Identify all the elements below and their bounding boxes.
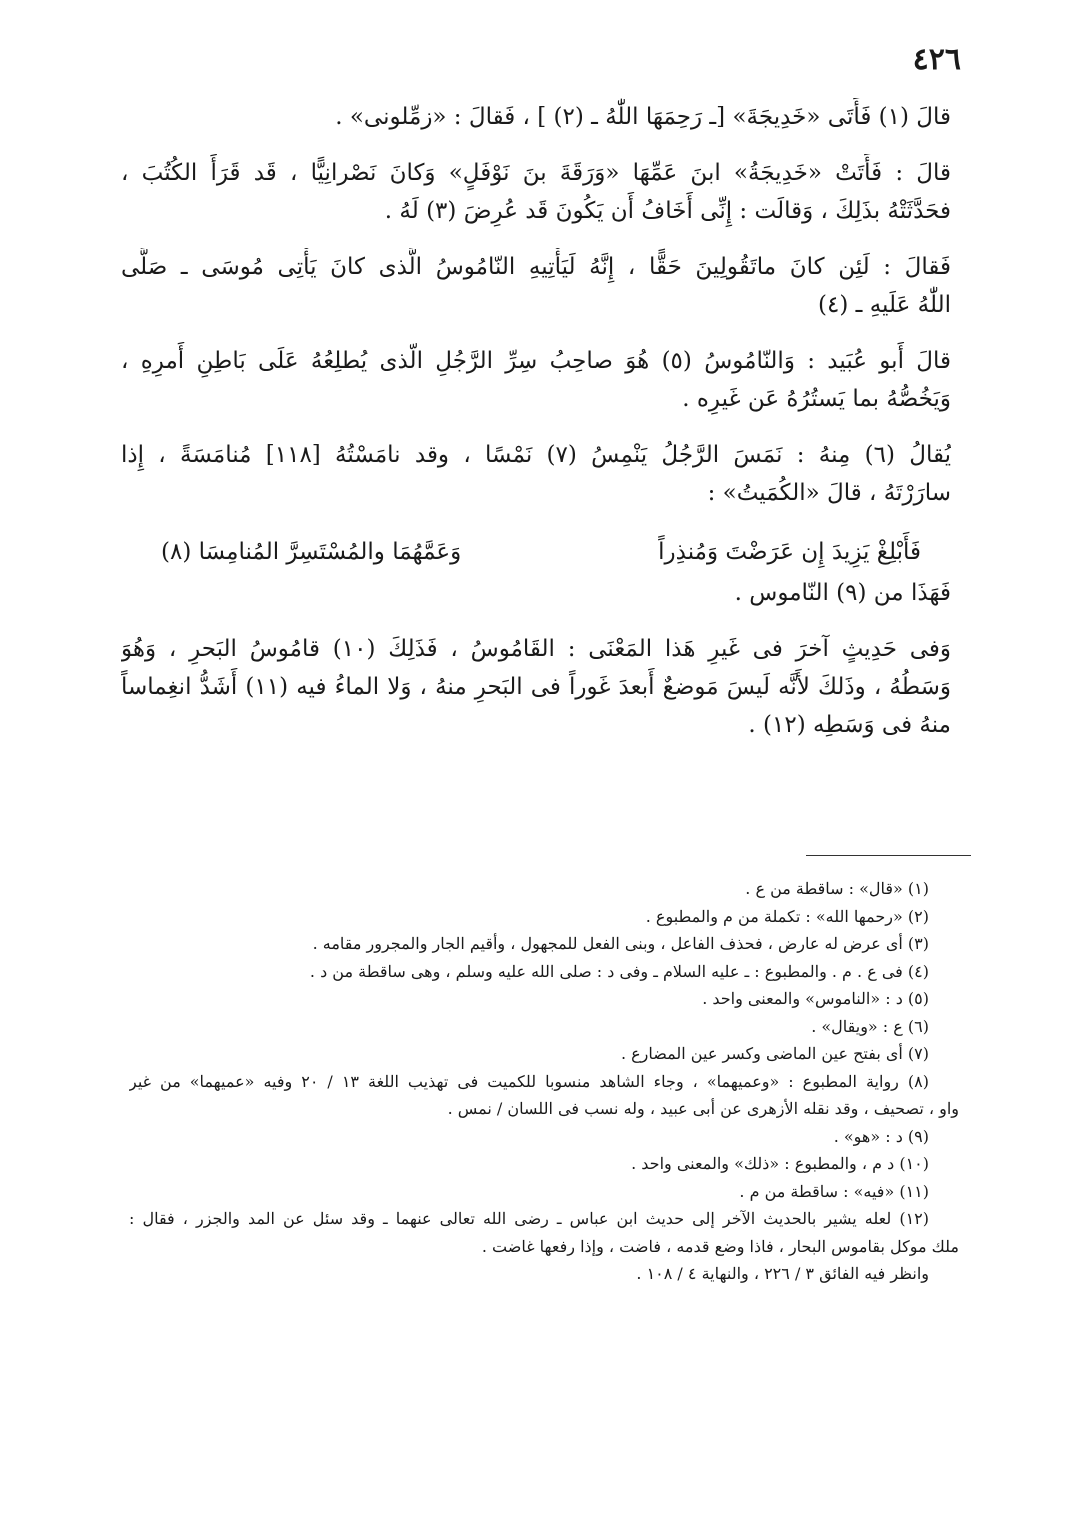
footnote-continuation: وانظر فيه الفائق ٣ / ٢٢٦ ، والنهاية ٤ / ١٠٨ . [636, 1264, 929, 1283]
footnote: (٤) فى ع . م . والمطبوع : ـ عليه السلام ـ وفى د : صلى الله عليه وسلم ، وهى ساقطة من د . [309, 961, 929, 981]
footnote: (١) «قال» : ساقطة من ع . [745, 879, 929, 898]
footnote: (٣) أى عرض له عارض ، فحذف الفاعل ، وبنى الفعل للمجهول ، وأقيم الجار والمجرور مقامه . [312, 934, 929, 953]
text-line: قالَ : فَأَتَتْ «خَدِيجَةُ» ابنَ عَمِّهَا «وَرَقَةَ بنَ نَوْفَلٍ» وَكانَ نَصْرانِيًّا ، قَد قَرَأَ الكُتُبَ ، [121, 160, 951, 186]
footnote: (٩) د : «هو» . [833, 1126, 929, 1146]
main-text [121, 98, 951, 744]
footnote: (١٠) د م ، والمطبوع : «ذلك» والمعنى واحد . [631, 1154, 929, 1173]
poetry-verse [121, 530, 951, 574]
verse-second-hemistich: وَعَمَّهُمَا والمُسْتَسِرَّ المُنامِسَا (٨) [161, 539, 462, 565]
footnote: (٢) «رحمها الله» : تكملة من م والمطبوع . [645, 906, 929, 926]
footnote: (٨) رواية المطبوع : «وعميهما» ، وجاء الشاهد منسوبا للكميت فى تهذيب اللغة ١٣ / ٢٠ وفيه «عميهما» من غير [129, 1071, 929, 1091]
verse-first-hemistich: فَأَبْلِغْ يَزِيدَ إِن عَرَضْتَ وَمُنذِراً [658, 539, 921, 565]
text-line: يُقالُ (٦) مِنهُ : نَمَسَ الرَّجُلُ يَنْمِسُ (٧) نَمْسًا ، وقد نامَسْتُهُ [١١٨] مُنامَسَةً ، إِذا [121, 442, 951, 468]
footnote-separator [806, 855, 971, 856]
text-line: اللّٰهُ عَلَيهِ ـ (٤) [818, 292, 951, 318]
footnote: (١١) «فيه» : ساقطة من م . [739, 1181, 929, 1201]
text-line: فَقالَ : لَئِن كانَ ماتَقُولِينَ حَقًّا ، إِنَّهُ لَيَأْتِيهِ النّامُوسُ الَّذى كانَ يَأْتِى مُوسَى ـ صَلَّى [121, 254, 951, 280]
page-number: ٤٢٦ [912, 42, 961, 77]
text-line: وَفى حَدِيثٍ آخرَ فى غَيرِ هَذا المَعْنَى : القَامُوسُ ، فَذَلِكَ (١٠) قامُوسُ البَحرِ ، وَهُوَ [121, 636, 951, 662]
footnote: (٦) ع : «ويقال» . [811, 1016, 929, 1036]
footnote-continuation: ملك موكل بقاموس البحار ، فاذا وضع قدمه ، فاضت ، وإذا رفعها غاضت . [481, 1236, 959, 1256]
text-line: وَيَخُصُّهُ بما يَستُرُهُ عَن غَيرِه . [682, 386, 951, 412]
text-line: فحَدَّثَتْهُ بذَلِكَ ، وَقالَت : إِنِّى أَخَافُ أَن يَكُونَ قَد عُرِضَ (٣) لَهُ . [384, 198, 951, 224]
footnote: (٥) د : «الناموس» والمعنى واحد . [702, 989, 929, 1008]
text-line: فَهَذَا من (٩) النّاموس . [734, 580, 951, 606]
text-line: قالَ (١) فَأَتَى «خَدِيجَةَ» [ـ رَحِمَهَا اللّٰهُ ـ (٢) ] ، فَقالَ : «زمِّلونى» . [335, 104, 951, 130]
footnote: (٧) أى بفتح عين الماضى وكسر عين المضارع . [620, 1044, 929, 1063]
text-line: وَسَطُهُ ، وذَلكَ لأَنَّه لَيسَ مَوضعٌ أَبعدَ غَوراً فى البَحرِ منهُ ، وَلا الماءُ فيه (١١) أَشَدُّ انغِماساً [121, 674, 951, 700]
footnote-continuation: واو ، تصحيف ، وقد نقله الأزهرى عن أبى عبيد ، وله نسب فى اللسان / نمس . [447, 1099, 959, 1118]
footnote: (١٢) لعله يشير بالحديث الآخر إلى حديث ابن عباس ـ رضى الله تعالى عنهما ـ وقد سئل عن المد والجزر ، فقال : [129, 1209, 929, 1228]
footnotes [129, 875, 959, 1288]
text-line: سارَرْتَهُ ، قالَ «الكُمَيتُ» : [707, 480, 951, 506]
text-line: منهُ فى وَسَطِه (١٢) . [748, 712, 951, 738]
text-line: قالَ أَبو عُبَيد : وَالنّامُوسُ (٥) هُوَ صاحِبُ سِرِّ الرَّجُلِ الّذى يُطلِعُهُ عَلَى بَاطِنِ أَمرِهِ ، [121, 348, 951, 374]
